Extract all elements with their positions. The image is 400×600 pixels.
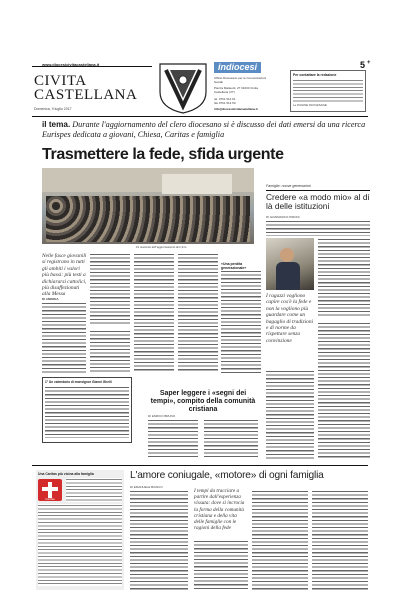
sidebar-byline: DI GIANMARCO PIRONI xyxy=(266,215,300,219)
main-subhead: «Una perdita generazionale» xyxy=(221,262,247,270)
calendar-box-title: 1° Un calendario di monsignor Gianni Ghelli xyxy=(45,380,112,384)
contact-body-text xyxy=(293,79,363,103)
caritas-logo-label: Caritas xyxy=(45,497,55,501)
sidebar-rule xyxy=(266,190,370,191)
issue-date: Domenica, 9 luglio 2017 xyxy=(34,107,72,111)
paper-name-line2: CASTELLANA xyxy=(34,87,138,103)
photo-caption: Un momento dell'aggiornamento del clero xyxy=(135,245,187,249)
sidebar-body-column-4 xyxy=(318,322,370,460)
caritas-heading: Una Caritas più vicina alla famiglia xyxy=(38,472,94,476)
sidebar-photo xyxy=(266,238,314,290)
contact-box xyxy=(290,70,366,112)
sidebar-body-column-2 xyxy=(318,238,370,318)
segni-tempi-column-1 xyxy=(148,419,198,459)
sidebar-body-column-1 xyxy=(266,220,370,236)
main-body-column-3 xyxy=(178,253,218,373)
sidebar-headline: Credere «a modo mio» al di là delle istituzioni xyxy=(266,192,370,212)
paper-name-line1: CIVITA xyxy=(34,73,87,89)
bottom-headline: L'amore coniugale, «motore» di ogni famiglia xyxy=(130,470,324,481)
bottom-pullquote: I tempi da tracciare a partire dall'esperienza vissuta: dove si incrocia la forma della comunità cristiana e della vita delle famiglie con le ragioni della fede xyxy=(194,488,245,532)
caritas-logo xyxy=(38,479,62,501)
footer-signature: Le PAGINE DIOCESANE xyxy=(293,103,327,107)
insert-logo: indiocesi xyxy=(214,62,261,73)
sidebar-pullquote: I ragazzi vogliono capire cos'è la fede e non la vogliono più guardare come un bagaglio di tradizioni e di norme da rispettare senza convinzione xyxy=(266,293,314,344)
address: Piazza Matteotti, 27 01033 Civita Castellana (VT) xyxy=(214,86,258,94)
kicker-label: il tema. xyxy=(42,120,71,129)
phone: tel. 0761 514 61 xyxy=(214,97,236,101)
main-body-column-4 xyxy=(221,270,261,373)
header-bottom-rule xyxy=(32,116,368,117)
bottom-column-3 xyxy=(252,490,308,590)
page-number-plus: + xyxy=(367,60,371,66)
main-headline: Trasmettere la fede, sfida urgente xyxy=(42,146,284,163)
header-top-rule xyxy=(32,66,152,67)
main-pullquote: Nelle fasce giovanili si registrano in tutti gli ambiti i valori più bassi: più testi a dichiararsi cattolici, più disaffezionati alla Messa xyxy=(42,253,87,298)
main-body-column-1 xyxy=(90,253,130,325)
main-body-column-2 xyxy=(134,253,174,373)
sidebar-section-label: Famiglie: nuove generazioni xyxy=(266,184,311,188)
caritas-text-2 xyxy=(38,504,122,586)
main-body-column-0 xyxy=(42,302,86,374)
contact-heading: Per contattare la redazione xyxy=(293,73,337,77)
kicker-text: Durante l'aggiornamento del clero diocesano si è discusso dei dati emersi da una ricerca Eurispes dedicata a giovani, Chiesa, Caritas e famiglia xyxy=(42,120,366,139)
caritas-box xyxy=(36,470,124,590)
main-body-column-1b xyxy=(90,330,130,374)
site-url[interactable]: www.diocesicivitacastellana.it xyxy=(42,62,100,67)
bottom-column-4 xyxy=(312,490,368,590)
email[interactable]: info@diocesicivitacastellana.it xyxy=(214,107,258,111)
bottom-byline: DI EMANUELE BIANCO xyxy=(130,485,163,489)
calendar-box xyxy=(42,377,132,443)
diocese-arms-logo xyxy=(156,62,210,114)
segni-tempi-column-2 xyxy=(204,419,258,459)
fax: fax 0761 513 50 xyxy=(214,101,236,105)
bottom-section-rule xyxy=(32,465,368,466)
sidebar-body-column-3 xyxy=(266,370,314,460)
bottom-column-2 xyxy=(194,540,248,590)
page-number: 5 xyxy=(360,60,366,70)
main-kicker xyxy=(42,120,372,139)
segni-tempi-subhead: Saper leggere i «segni dei tempi», compito della comunità cristiana xyxy=(150,390,256,414)
caritas-text-1 xyxy=(66,478,122,502)
clergy-meeting-photo xyxy=(42,168,254,244)
office-label: Ufficio Diocesano per le Comunicazioni Sociali xyxy=(214,76,267,84)
segni-tempi-byline: DI ENRICO BRUNO xyxy=(148,414,176,418)
main-byline: DI ANDREA xyxy=(42,297,59,301)
bottom-column-1 xyxy=(130,490,188,590)
calendar-box-text xyxy=(45,386,129,438)
